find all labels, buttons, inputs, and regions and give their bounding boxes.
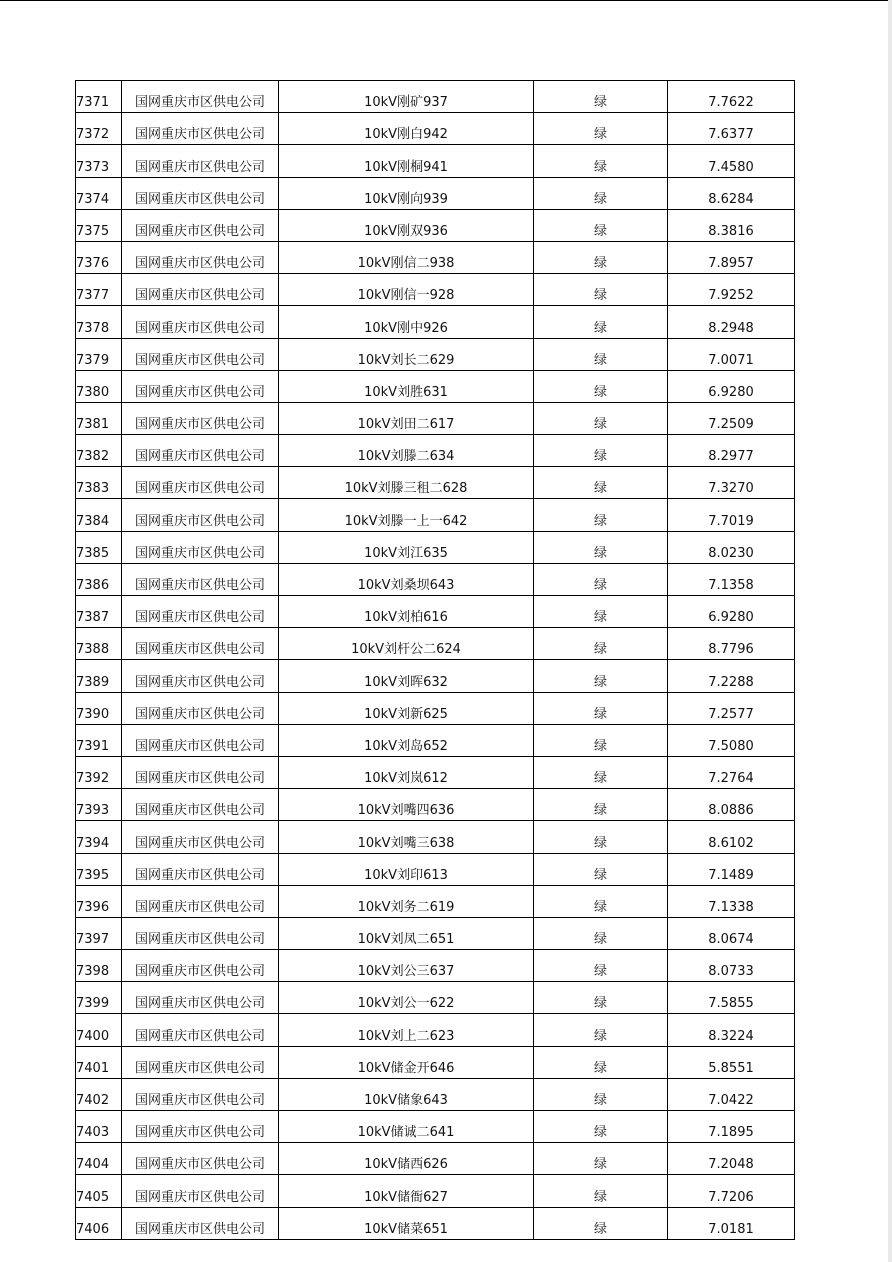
row-number: 7381	[76, 402, 122, 434]
company-cell: 国网重庆市区供电公司	[122, 531, 279, 563]
value-cell: 8.6284	[668, 177, 795, 209]
row-number: 7404	[76, 1143, 122, 1175]
company-cell: 国网重庆市区供电公司	[122, 1175, 279, 1207]
row-number: 7378	[76, 306, 122, 338]
company-cell: 国网重庆市区供电公司	[122, 467, 279, 499]
row-number: 7385	[76, 531, 122, 563]
table-row	[76, 789, 795, 821]
status-cell: 绿	[534, 692, 668, 724]
row-number: 7394	[76, 821, 122, 853]
value-cell: 7.7206	[668, 1175, 795, 1207]
status-cell: 绿	[534, 821, 668, 853]
company-cell: 国网重庆市区供电公司	[122, 885, 279, 917]
value-cell: 7.2509	[668, 402, 795, 434]
row-number: 7372	[76, 113, 122, 145]
status-cell: 绿	[534, 402, 668, 434]
row-number: 7399	[76, 982, 122, 1014]
row-number: 7396	[76, 885, 122, 917]
value-cell: 7.3270	[668, 467, 795, 499]
table-row	[76, 467, 795, 499]
table-row	[76, 402, 795, 434]
line-name-cell: 10kV刘桑坝643	[279, 563, 534, 595]
line-name-cell: 10kV储衙627	[279, 1175, 534, 1207]
row-number: 7395	[76, 853, 122, 885]
status-cell: 绿	[534, 628, 668, 660]
line-name-cell: 10kV刘长二629	[279, 338, 534, 370]
company-cell: 国网重庆市区供电公司	[122, 563, 279, 595]
table-row	[76, 724, 795, 756]
status-cell: 绿	[534, 1046, 668, 1078]
table-row	[76, 821, 795, 853]
table-row	[76, 596, 795, 628]
row-number: 7390	[76, 692, 122, 724]
status-cell: 绿	[534, 435, 668, 467]
row-number: 7388	[76, 628, 122, 660]
value-cell: 7.4580	[668, 145, 795, 177]
value-cell: 8.2977	[668, 435, 795, 467]
table-row	[76, 241, 795, 273]
status-cell: 绿	[534, 499, 668, 531]
row-number: 7384	[76, 499, 122, 531]
status-cell: 绿	[534, 789, 668, 821]
line-name-cell: 10kV刘印613	[279, 853, 534, 885]
value-cell: 7.0181	[668, 1207, 795, 1239]
row-number: 7401	[76, 1046, 122, 1078]
company-cell: 国网重庆市区供电公司	[122, 756, 279, 788]
value-cell: 7.2577	[668, 692, 795, 724]
company-cell: 国网重庆市区供电公司	[122, 241, 279, 273]
value-cell: 5.8551	[668, 1046, 795, 1078]
row-number: 7392	[76, 756, 122, 788]
table-row	[76, 1078, 795, 1110]
value-cell: 7.0071	[668, 338, 795, 370]
status-cell: 绿	[534, 531, 668, 563]
status-cell: 绿	[534, 982, 668, 1014]
value-cell: 8.2948	[668, 306, 795, 338]
value-cell: 8.0886	[668, 789, 795, 821]
table-row	[76, 950, 795, 982]
value-cell: 7.1489	[668, 853, 795, 885]
line-name-cell: 10kV刘凤二651	[279, 917, 534, 949]
company-cell: 国网重庆市区供电公司	[122, 209, 279, 241]
line-name-cell: 10kV刘上二623	[279, 1014, 534, 1046]
line-name-cell: 10kV刘滕三租二628	[279, 467, 534, 499]
status-cell: 绿	[534, 1078, 668, 1110]
status-cell: 绿	[534, 1143, 668, 1175]
value-cell: 7.8957	[668, 241, 795, 273]
value-cell: 6.9280	[668, 596, 795, 628]
company-cell: 国网重庆市区供电公司	[122, 402, 279, 434]
company-cell: 国网重庆市区供电公司	[122, 789, 279, 821]
line-name-cell: 10kV刘公一622	[279, 982, 534, 1014]
value-cell: 8.7796	[668, 628, 795, 660]
table-row	[76, 113, 795, 145]
table-row	[76, 435, 795, 467]
company-cell: 国网重庆市区供电公司	[122, 660, 279, 692]
table-row	[76, 692, 795, 724]
table-row	[76, 1046, 795, 1078]
table-row	[76, 853, 795, 885]
line-name-cell: 10kV刚桐941	[279, 145, 534, 177]
row-number: 7379	[76, 338, 122, 370]
table-row	[76, 531, 795, 563]
status-cell: 绿	[534, 1207, 668, 1239]
value-cell: 7.1358	[668, 563, 795, 595]
line-name-cell: 10kV刚中926	[279, 306, 534, 338]
line-name-cell: 10kV刘胜631	[279, 370, 534, 402]
row-number: 7391	[76, 724, 122, 756]
company-cell: 国网重庆市区供电公司	[122, 145, 279, 177]
table-row	[76, 338, 795, 370]
line-name-cell: 10kV刘杆公二624	[279, 628, 534, 660]
line-name-cell: 10kV刘江635	[279, 531, 534, 563]
value-cell: 7.6377	[668, 113, 795, 145]
status-cell: 绿	[534, 563, 668, 595]
status-cell: 绿	[534, 306, 668, 338]
row-number: 7393	[76, 789, 122, 821]
line-name-cell: 10kV刘嘴三638	[279, 821, 534, 853]
row-number: 7400	[76, 1014, 122, 1046]
line-name-cell: 10kV刘岛652	[279, 724, 534, 756]
row-number: 7375	[76, 209, 122, 241]
table-row	[76, 499, 795, 531]
value-cell: 7.2048	[668, 1143, 795, 1175]
company-cell: 国网重庆市区供电公司	[122, 1111, 279, 1143]
row-number: 7403	[76, 1111, 122, 1143]
status-cell: 绿	[534, 660, 668, 692]
line-name-cell: 10kV储西626	[279, 1143, 534, 1175]
status-cell: 绿	[534, 241, 668, 273]
table-row	[76, 1207, 795, 1239]
status-cell: 绿	[534, 274, 668, 306]
line-name-cell: 10kV刘柏616	[279, 596, 534, 628]
status-cell: 绿	[534, 917, 668, 949]
value-cell: 7.9252	[668, 274, 795, 306]
status-cell: 绿	[534, 756, 668, 788]
table-row	[76, 145, 795, 177]
row-number: 7389	[76, 660, 122, 692]
line-name-cell: 10kV刚信二938	[279, 241, 534, 273]
value-cell: 8.3816	[668, 209, 795, 241]
table-row	[76, 628, 795, 660]
table-row	[76, 177, 795, 209]
company-cell: 国网重庆市区供电公司	[122, 435, 279, 467]
company-cell: 国网重庆市区供电公司	[122, 274, 279, 306]
table-row	[76, 756, 795, 788]
line-name-cell: 10kV刘嘴四636	[279, 789, 534, 821]
row-number: 7386	[76, 563, 122, 595]
company-cell: 国网重庆市区供电公司	[122, 1078, 279, 1110]
status-cell: 绿	[534, 1014, 668, 1046]
value-cell: 7.2764	[668, 756, 795, 788]
status-cell: 绿	[534, 1175, 668, 1207]
line-name-cell: 10kV刚双936	[279, 209, 534, 241]
table-row	[76, 1143, 795, 1175]
row-number: 7387	[76, 596, 122, 628]
table-row	[76, 274, 795, 306]
company-cell: 国网重庆市区供电公司	[122, 81, 279, 113]
status-cell: 绿	[534, 338, 668, 370]
company-cell: 国网重庆市区供电公司	[122, 370, 279, 402]
company-cell: 国网重庆市区供电公司	[122, 1046, 279, 1078]
company-cell: 国网重庆市区供电公司	[122, 1207, 279, 1239]
table-row	[76, 306, 795, 338]
company-cell: 国网重庆市区供电公司	[122, 692, 279, 724]
value-cell: 8.0230	[668, 531, 795, 563]
status-cell: 绿	[534, 145, 668, 177]
table-row	[76, 370, 795, 402]
line-name-cell: 10kV刘公三637	[279, 950, 534, 982]
company-cell: 国网重庆市区供电公司	[122, 338, 279, 370]
status-cell: 绿	[534, 885, 668, 917]
status-cell: 绿	[534, 853, 668, 885]
line-name-cell: 10kV刘新625	[279, 692, 534, 724]
row-number: 7398	[76, 950, 122, 982]
value-cell: 8.3224	[668, 1014, 795, 1046]
line-name-cell: 10kV刘滕一上一642	[279, 499, 534, 531]
line-name-cell: 10kV刘晖632	[279, 660, 534, 692]
value-cell: 7.0422	[668, 1078, 795, 1110]
status-cell: 绿	[534, 81, 668, 113]
row-number: 7374	[76, 177, 122, 209]
line-name-cell: 10kV储诚二641	[279, 1111, 534, 1143]
line-name-cell: 10kV刚向939	[279, 177, 534, 209]
company-cell: 国网重庆市区供电公司	[122, 177, 279, 209]
table-row	[76, 917, 795, 949]
value-cell: 7.5855	[668, 982, 795, 1014]
company-cell: 国网重庆市区供电公司	[122, 499, 279, 531]
company-cell: 国网重庆市区供电公司	[122, 982, 279, 1014]
status-cell: 绿	[534, 596, 668, 628]
value-cell: 7.5080	[668, 724, 795, 756]
company-cell: 国网重庆市区供电公司	[122, 917, 279, 949]
row-number: 7406	[76, 1207, 122, 1239]
status-cell: 绿	[534, 950, 668, 982]
status-cell: 绿	[534, 113, 668, 145]
status-cell: 绿	[534, 467, 668, 499]
status-cell: 绿	[534, 1111, 668, 1143]
line-name-cell: 10kV储象643	[279, 1078, 534, 1110]
value-cell: 7.1895	[668, 1111, 795, 1143]
row-number: 7377	[76, 274, 122, 306]
company-cell: 国网重庆市区供电公司	[122, 1143, 279, 1175]
row-number: 7382	[76, 435, 122, 467]
feeder-table	[75, 80, 795, 1240]
table-row	[76, 1014, 795, 1046]
company-cell: 国网重庆市区供电公司	[122, 950, 279, 982]
table-row	[76, 982, 795, 1014]
value-cell: 8.6102	[668, 821, 795, 853]
row-number: 7371	[76, 81, 122, 113]
line-name-cell: 10kV储菜651	[279, 1207, 534, 1239]
line-name-cell: 10kV刚白942	[279, 113, 534, 145]
value-cell: 7.7019	[668, 499, 795, 531]
value-cell: 8.0733	[668, 950, 795, 982]
status-cell: 绿	[534, 209, 668, 241]
status-cell: 绿	[534, 370, 668, 402]
row-number: 7405	[76, 1175, 122, 1207]
line-name-cell: 10kV刚信一928	[279, 274, 534, 306]
table-row	[76, 1175, 795, 1207]
table-row	[76, 81, 795, 113]
company-cell: 国网重庆市区供电公司	[122, 1014, 279, 1046]
value-cell: 8.0674	[668, 917, 795, 949]
page-top-border	[0, 0, 892, 1]
status-cell: 绿	[534, 724, 668, 756]
line-name-cell: 10kV刘岚612	[279, 756, 534, 788]
value-cell: 7.7622	[668, 81, 795, 113]
table-row	[76, 1111, 795, 1143]
line-name-cell: 10kV刚矿937	[279, 81, 534, 113]
line-name-cell: 10kV刘田二617	[279, 402, 534, 434]
company-cell: 国网重庆市区供电公司	[122, 596, 279, 628]
company-cell: 国网重庆市区供电公司	[122, 821, 279, 853]
company-cell: 国网重庆市区供电公司	[122, 628, 279, 660]
page-right-edge	[888, 0, 892, 1262]
company-cell: 国网重庆市区供电公司	[122, 724, 279, 756]
row-number: 7380	[76, 370, 122, 402]
company-cell: 国网重庆市区供电公司	[122, 113, 279, 145]
line-name-cell: 10kV储金开646	[279, 1046, 534, 1078]
table-row	[76, 660, 795, 692]
row-number: 7402	[76, 1078, 122, 1110]
table-row	[76, 209, 795, 241]
status-cell: 绿	[534, 177, 668, 209]
table-row	[76, 885, 795, 917]
row-number: 7383	[76, 467, 122, 499]
table-row	[76, 563, 795, 595]
row-number: 7397	[76, 917, 122, 949]
row-number: 7376	[76, 241, 122, 273]
line-name-cell: 10kV刘务二619	[279, 885, 534, 917]
value-cell: 7.1338	[668, 885, 795, 917]
feeder-table-body	[76, 81, 795, 1240]
value-cell: 7.2288	[668, 660, 795, 692]
company-cell: 国网重庆市区供电公司	[122, 306, 279, 338]
company-cell: 国网重庆市区供电公司	[122, 853, 279, 885]
row-number: 7373	[76, 145, 122, 177]
value-cell: 6.9280	[668, 370, 795, 402]
line-name-cell: 10kV刘滕二634	[279, 435, 534, 467]
